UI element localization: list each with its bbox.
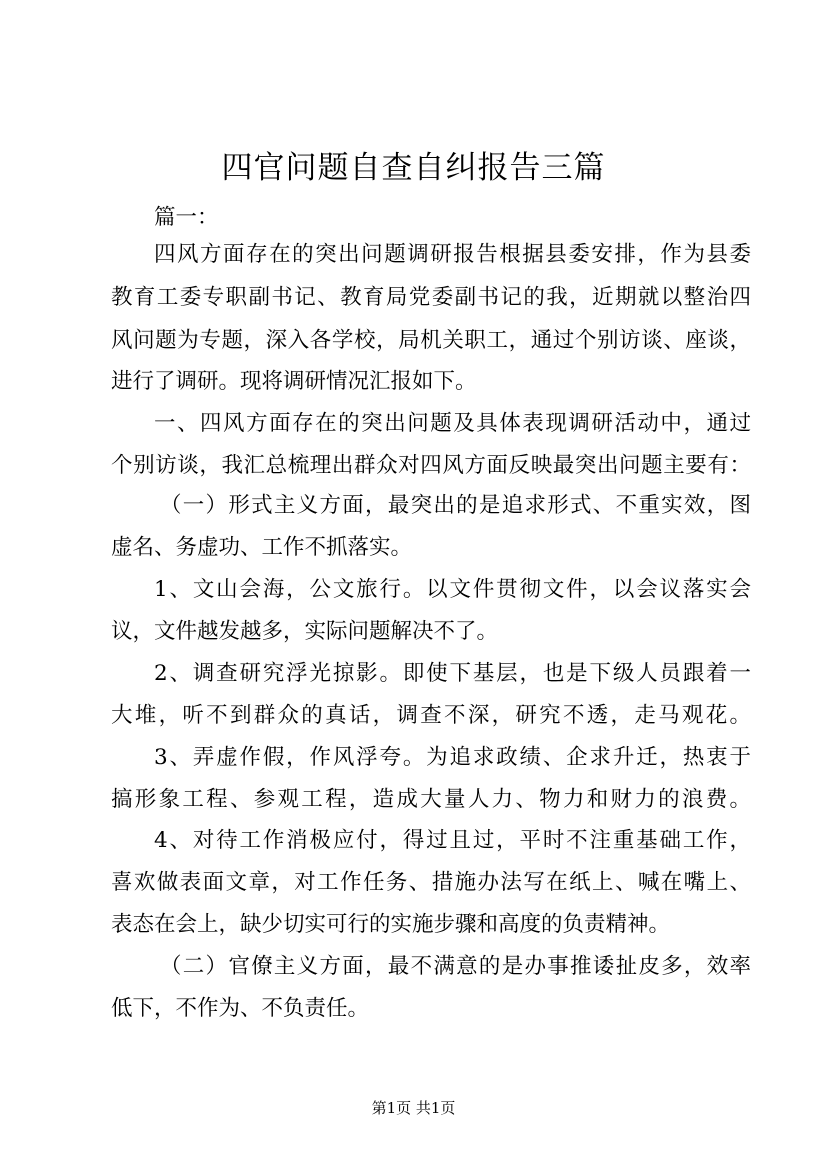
paragraph-line: 低下，不作为、不负责任。 bbox=[111, 996, 370, 1021]
paragraph-line: 风问题为专题，深入各学校，局机关职工，通过个别访谈、座谈， bbox=[111, 328, 751, 353]
paragraph-line: 篇一： bbox=[154, 205, 219, 230]
paragraph-line: 1、文山会海，公文旅行。以文件贯彻文件，以会议落实会 bbox=[154, 577, 751, 602]
paragraph-line: 四风方面存在的突出问题调研报告根据县委安排，作为县委 bbox=[154, 242, 751, 267]
paragraph-line: 喜欢做表面文章，对工作任务、措施办法写在纸上、喊在嘴上、 bbox=[111, 870, 751, 895]
paragraph-line: （一）形式主义方面，最突出的是追求形式、不重实效，图 bbox=[160, 493, 751, 518]
paragraph-line: 教育工委专职副书记、教育局党委副书记的我，近期就以整治四 bbox=[111, 285, 751, 310]
paragraph-line: 议，文件越发越多，实际问题解决不了。 bbox=[111, 619, 499, 644]
paragraph-line: 进行了调研。现将调研情况汇报如下。 bbox=[111, 369, 477, 394]
paragraph-line: （二）官僚主义方面，最不满意的是办事推诿扯皮多，效率 bbox=[160, 954, 751, 979]
paragraph-line: 个别访谈，我汇总梳理出群众对四风方面反映最突出问题主要有： bbox=[111, 453, 751, 478]
paragraph-line: 3、弄虚作假，作风浮夸。为追求政绩、企求升迁，热衷于 bbox=[154, 745, 751, 770]
page-footer: 第1页 共1页 bbox=[371, 1099, 456, 1117]
paragraph-line: 2、调查研究浮光掠影。即使下基层，也是下级人员跟着一 bbox=[154, 661, 751, 686]
paragraph-line: 搞形象工程、参观工程，造成大量人力、物力和财力的浪费。 bbox=[111, 787, 751, 812]
paragraph-line: 大堆，听不到群众的真话，调查不深，研究不透，走马观花。 bbox=[111, 703, 751, 728]
document-title: 四官问题自查自纠报告三篇 bbox=[221, 150, 606, 186]
paragraph-line: 4、对待工作消极应付，得过且过，平时不注重基础工作， bbox=[154, 828, 751, 853]
paragraph-line: 一、四风方面存在的突出问题及具体表现调研活动中，通过 bbox=[154, 411, 751, 436]
paragraph-line: 表态在会上，缺少切实可行的实施步骤和高度的负责精神。 bbox=[111, 912, 671, 937]
paragraph-line: 虚名、务虚功、工作不抓落实。 bbox=[111, 535, 413, 560]
